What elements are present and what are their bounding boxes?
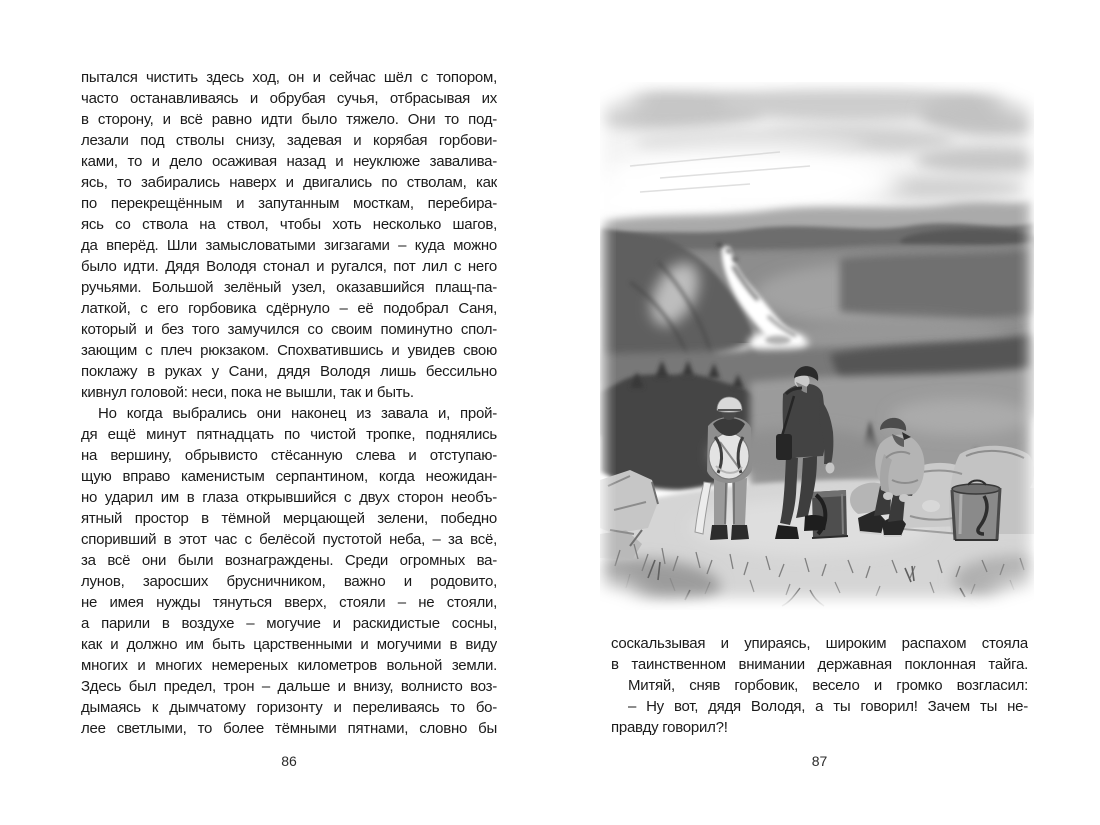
horbovik-container-right	[952, 481, 1000, 541]
text-line: который и без того замучился со своим поминутно спол-	[81, 321, 497, 338]
horbovik-container-middle	[812, 490, 848, 538]
text-line: на вершину, обрывисто стёсанную слева и отступаю-	[81, 447, 497, 464]
text-line: пытался чистить здесь ход, он и сейчас шёл с топором,	[81, 69, 497, 86]
text-line: кивнул головой: неси, пока не вышли, так и быть.	[81, 384, 414, 401]
page-number-left: 86	[281, 753, 297, 769]
text-line: за всё они были вознаграждены. Среди огромных ва-	[81, 552, 497, 569]
text-line: ясь со ствола на ствол, чтобы хоть несколько шагов,	[81, 216, 497, 233]
text-line: ками, то и дело осаживая назад и неуклюже завалива-	[81, 153, 497, 170]
text-line: лунов, заросших брусничником, важно и родовито,	[81, 573, 497, 590]
text-line: но ударил им в глаза открывшийся с двух сторон необъ-	[81, 489, 497, 506]
text-line: – Ну вот, дядя Володя, а ты говорил! Зачем ты не-	[628, 698, 1028, 715]
text-line: поклажу в руках у Сани, дядя Володя лишь бессильно	[81, 363, 497, 380]
text-line: лезали под стволы снизу, задевая и корябая горбови-	[81, 132, 497, 149]
text-line: по перекрещённым и запутанным мосткам, перебира-	[81, 195, 497, 212]
text-line: не имея нужды тянуться вверх, стояли – не стояли,	[81, 594, 497, 611]
text-line: Здесь был предел, трон – дальше и внизу, волнисто воз-	[81, 678, 497, 695]
page-87-text	[611, 633, 1028, 738]
text-line: ясь, то забирались наверх и двигались по стволам, как	[81, 174, 497, 191]
text-line: латкой, с его горбовика сдёрнуло – её подобрал Саня,	[81, 300, 497, 317]
text-line: было идти. Дядя Володя стонал и ругался, пот лил с него	[81, 258, 497, 275]
text-line: ручьями. Большой зелёный узел, оказавшийся плащ-па-	[81, 279, 497, 296]
illustration-svg	[600, 82, 1034, 610]
text-line: дя ещё минут пятнадцать по чистой тропке, поднялись	[81, 426, 497, 443]
text-line: а парили в воздухе – могучие и раскидистые сосны,	[81, 615, 497, 632]
text-line: правду говорил?!	[611, 719, 728, 736]
text-line: Митяй, сняв горбовик, весело и громко возгласил:	[628, 677, 1028, 694]
text-line: в сторону, и всё равно идти было тяжело. Они то под-	[81, 111, 497, 128]
text-line: в таинственном внимании державная поклонная тайга.	[611, 656, 1028, 673]
text-line: зающим с плеч рюкзаком. Спохватившись и увидев свою	[81, 342, 497, 359]
text-line: да вперёд. Шли замысловатыми зигзагами – куда можно	[81, 237, 497, 254]
taiga-illustration	[600, 82, 1034, 610]
page-86-text	[81, 67, 497, 739]
page-number-right: 87	[811, 753, 828, 769]
text-line: как и должно им быть царственными и могучими в виду	[81, 636, 497, 653]
text-line: щую вправо каменистым серпантином, когда неожидан-	[81, 468, 497, 485]
text-line: споривший в этот час с белёсой пустотой неба, – за всё,	[81, 531, 497, 548]
text-line: соскальзывая и упираясь, широким распахом стояла	[611, 635, 1028, 652]
text-line: Но когда выбрались они наконец из завала и, прой-	[98, 405, 497, 422]
text-line: дымаясь к дымчатому горизонту и переливаясь то бо-	[81, 699, 497, 716]
text-line: лее светлыми, то более тёмными пятнами, словно бы	[81, 720, 497, 737]
text-line: часто останавливаясь и обрубая сучья, отбрасывая их	[81, 90, 497, 107]
text-line: многих и многих немереных километров вольной земли.	[81, 657, 497, 674]
text-line: ятный простор в тёмной мерцающей зелени, победно	[81, 510, 497, 527]
